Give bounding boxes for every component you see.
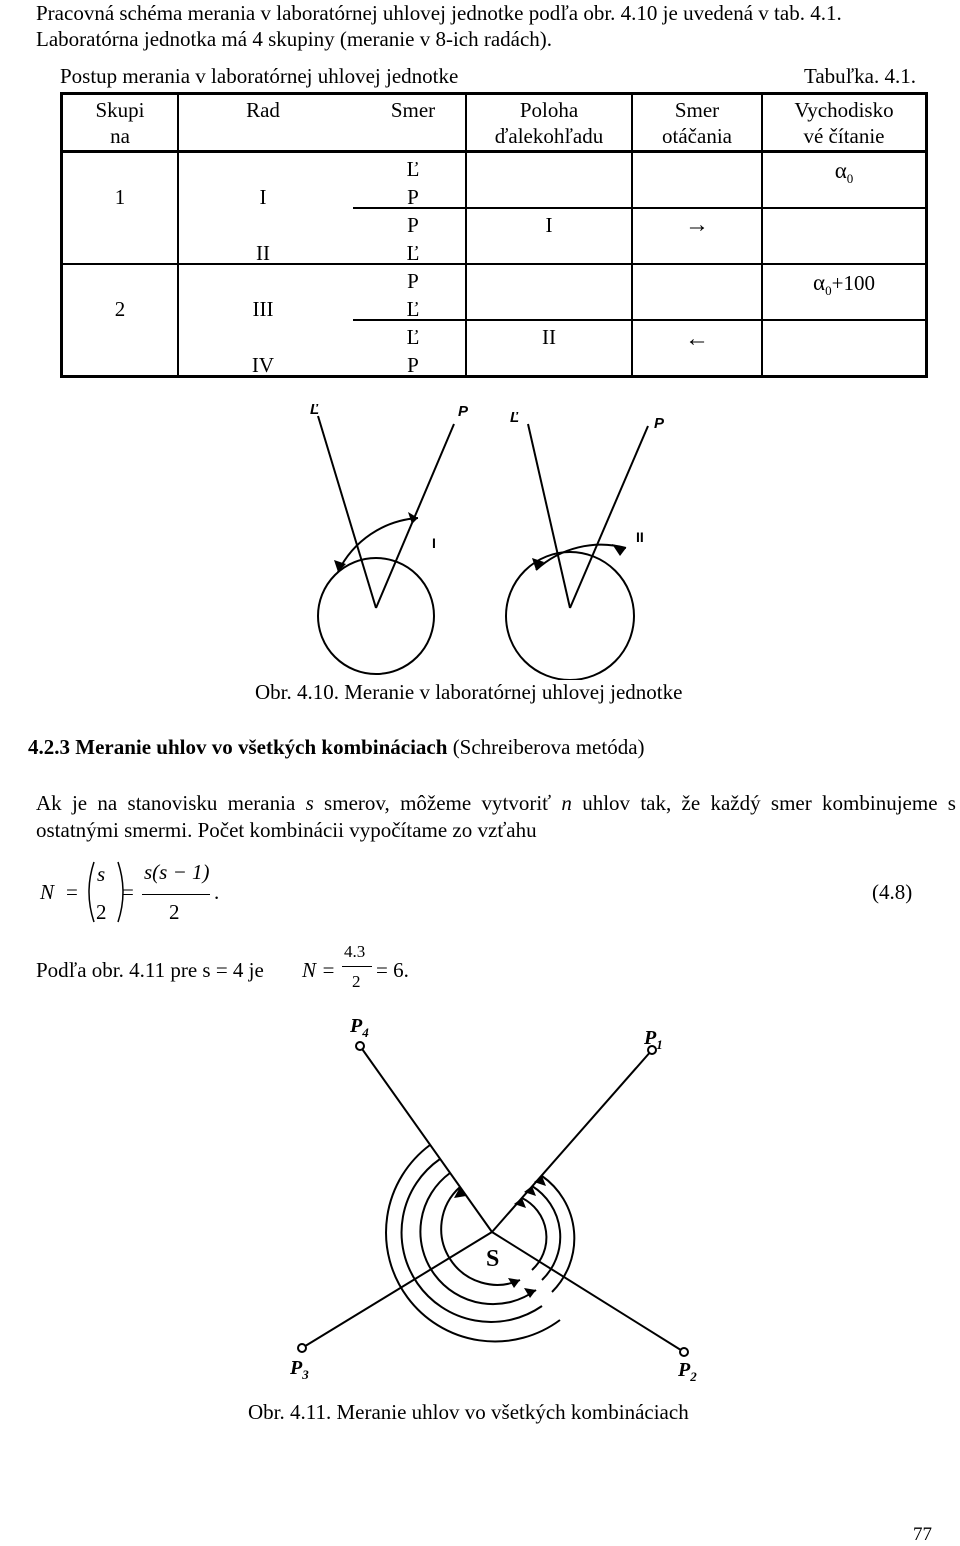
para-text: Ak je na stanovisku merania: [36, 791, 306, 815]
arc-3: [402, 1159, 542, 1322]
formula-number: (4.8): [872, 880, 913, 904]
fig410-left-p: P: [458, 403, 469, 420]
right-arc: [536, 545, 626, 570]
position-cell: I: [545, 213, 553, 237]
arc-1: [441, 1187, 520, 1285]
section-heading: [28, 735, 645, 760]
figure-4-11: [270, 1010, 710, 1390]
point-p4: [356, 1042, 364, 1050]
header-start-line1: Vychodisko: [794, 98, 894, 122]
fig410-left-l: Ľ: [310, 401, 320, 418]
label-p1: $P_1$: [644, 1027, 663, 1052]
intro-paragraph: [36, 0, 956, 52]
fig410-right-l: Ľ: [510, 409, 520, 426]
rotation-arrow-right: →: [685, 212, 709, 238]
alpha-symbol: α: [834, 158, 847, 183]
direction-cell: Ľ: [406, 325, 420, 349]
direction-cell: P: [407, 185, 419, 209]
example-fraction-bar: [342, 966, 372, 967]
ray-p1: [492, 1050, 652, 1232]
row-separator-group: [63, 263, 925, 265]
frac-top: s(s − 1): [144, 860, 210, 884]
label-s: S: [486, 1246, 500, 1272]
header-rotation-line1: Smer: [674, 98, 720, 122]
right-line-l: [528, 424, 570, 608]
header-row: Rad: [246, 98, 280, 122]
ray-p2: [492, 1232, 684, 1352]
left-line-p: [376, 424, 454, 608]
fig410-left-pos: I: [432, 535, 436, 551]
header-position-line2: ďalekohľadu: [494, 124, 604, 148]
left-circle: [318, 558, 434, 674]
para-var-n: n: [561, 791, 572, 815]
figure-4-10: [290, 390, 710, 680]
col-separator: [177, 95, 179, 375]
right-line-p: [570, 426, 648, 608]
formula-eq: =: [66, 880, 78, 904]
direction-cell: Ľ: [406, 241, 420, 265]
group-cell: 1: [114, 185, 126, 209]
direction-cell: P: [407, 269, 419, 293]
label-p2: $P_2$: [678, 1359, 697, 1384]
header-rotation: [633, 97, 761, 149]
row-cell: II: [256, 241, 270, 265]
para-var-s: s: [305, 791, 314, 815]
header-group-line1: Skupi: [95, 98, 145, 122]
formula-eq-2: =: [122, 880, 134, 904]
table-caption: Postup merania v laboratórnej uhlovej jednotke: [60, 64, 459, 88]
binom-bottom: 2: [96, 900, 107, 924]
direction-cell: Ľ: [406, 297, 420, 321]
row-cell: III: [252, 297, 274, 321]
point-p2: [680, 1348, 688, 1356]
figure-4-10-caption: Obr. 4.10. Meranie v laboratórnej uhlovej jednotke: [255, 680, 683, 704]
figure-4-11-caption: Obr. 4.11. Meranie uhlov vo všetkých kombináciach: [248, 1400, 689, 1424]
arc-2: [420, 1173, 536, 1304]
header-position: [467, 97, 631, 149]
group-cell: 2: [114, 297, 126, 321]
direction-cell: P: [407, 213, 419, 237]
label-p4: $P_4$: [350, 1015, 369, 1040]
alpha-subscript: 0: [825, 283, 832, 299]
binom-top: s: [97, 862, 106, 886]
header-start: [763, 97, 925, 149]
para-text: smerov, môžeme vytvoriť: [313, 791, 562, 815]
left-line-l: [318, 416, 376, 608]
row-cell: I: [259, 185, 267, 209]
header-group: [63, 97, 177, 149]
body-paragraph: [36, 790, 956, 844]
intro-line-1: Pracovná schéma merania v laboratórnej uhlovej jednotke podľa obr. 4.10 je uvedená v tab. 4.1.: [36, 1, 842, 25]
right-circle: [506, 552, 634, 680]
start-reading-1: [763, 159, 925, 191]
header-direction: Smer: [390, 98, 436, 122]
formula-4-8: [0, 852, 960, 932]
rotation-arrow-left: ←: [685, 326, 709, 352]
header-rotation-line2: otáčania: [662, 124, 732, 148]
alpha-offset: +100: [831, 271, 875, 295]
example-lhs: N =: [302, 958, 336, 982]
example-line: [0, 940, 960, 996]
section-title: Meranie uhlov vo všetkých kombináciach: [75, 735, 448, 759]
point-p3: [298, 1344, 306, 1352]
fraction-bar: [142, 894, 210, 895]
fig410-right-pos: II: [636, 529, 644, 545]
example-frac-top: 4.3: [344, 942, 366, 961]
para-text: uhlov tak, že každý smer kombinujeme s ostatnými smermi. Počet kombinácii vypočítame zo vzťahu: [36, 791, 956, 842]
position-cell: II: [542, 325, 556, 349]
direction-cell: Ľ: [406, 157, 420, 181]
direction-cell: P: [407, 353, 419, 377]
section-subtitle: (Schreiberova metóda): [452, 735, 645, 759]
section-number: 4.2.3: [28, 735, 70, 759]
alpha-symbol: α: [813, 270, 826, 295]
example-prefix: Podľa obr. 4.11 pre s = 4 je: [36, 958, 264, 982]
header-group-line2: na: [110, 124, 130, 148]
header-start-line2: vé čítanie: [803, 124, 885, 148]
frac-bottom: 2: [169, 900, 180, 924]
ray-p3: [302, 1232, 492, 1348]
header-position-line1: Poloha: [519, 98, 579, 122]
label-p3: $P_3$: [290, 1357, 309, 1382]
start-reading-2: [763, 271, 925, 303]
example-frac-bottom: 2: [352, 972, 361, 991]
row-cell: IV: [251, 353, 275, 377]
example-result: = 6.: [376, 958, 409, 982]
fig410-right-p: P: [654, 415, 665, 432]
page-number: 77: [913, 1524, 932, 1545]
alpha-subscript: 0: [846, 171, 854, 187]
formula-dot: .: [214, 880, 220, 904]
formula-lhs: N: [40, 880, 55, 904]
measurement-table: [60, 92, 928, 378]
table-label: Tabuľka. 4.1.: [803, 64, 916, 88]
intro-line-2: Laboratórna jednotka má 4 skupiny (meranie v 8-ich radách).: [36, 27, 553, 51]
